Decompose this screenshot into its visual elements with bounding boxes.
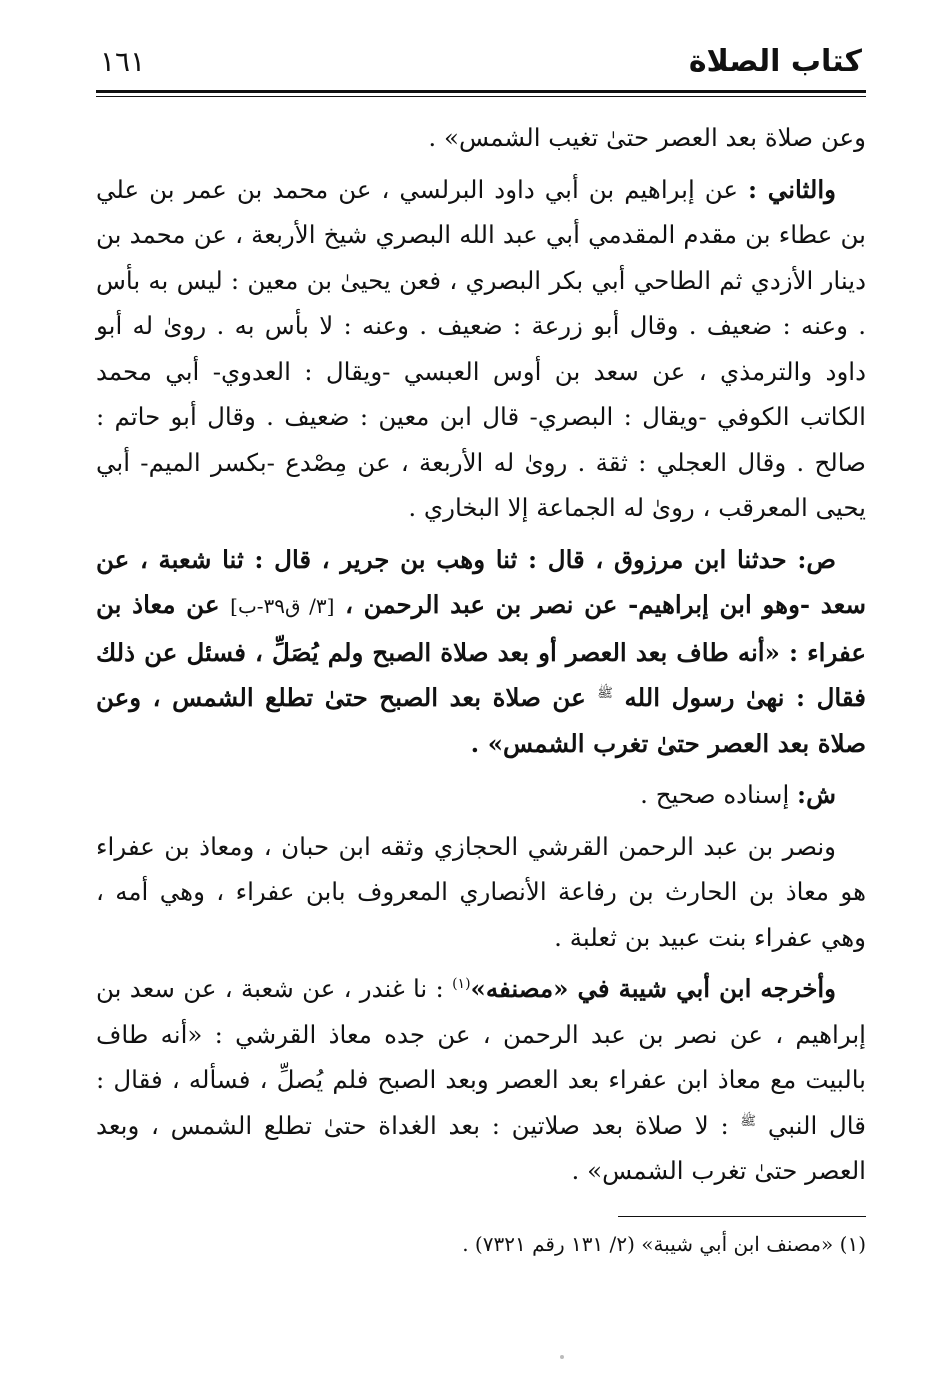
- paragraph-text: : نا غندر ، عن شعبة ، عن سعد بن إبراهيم ، عن نصر بن عبد الرحمن ، عن جده معاذ القرشي : «أنه طاف بالبيت مع معاذ ابن عفراء بعد العصر وبعد الصبح فلم يُصلِّ ، فسأله ، فقال : قال النبي: [96, 974, 866, 1140]
- paragraph-text: عن معاذ بن عفراء : «أنه طاف بعد العصر أو بعد صلاة الصبح ولم يُصَلِّ ، فسئل عن ذلك فقال : نهىٰ رسول الله: [96, 590, 866, 712]
- paragraph-text: وعن صلاة بعد العصر حتىٰ تغيب الشمس» .: [428, 123, 866, 152]
- paragraph-text: إسناده صحيح .: [640, 780, 798, 809]
- footnote-text: «مصنف ابن أبي شيبة» (٢/ ١٣١ رقم ٧٣٢١) .: [462, 1231, 840, 1256]
- page-header: [96, 38, 866, 84]
- paragraph-text: عن إبراهيم بن أبي داود البرلسي ، عن محمد بن عمر بن علي بن عطاء بن مقدم المقدمي أبي عبد الله البصري شيخ الأربعة ، عن محمد بن دينار الأزدي ثم الطاحي أبي بكر البصري ، فعن يحيىٰ بن معين : ليس به بأس . وعنه : ضعيف . وقال أبو زرعة : ضعيف . وعنه : لا بأس به . روىٰ له أبو داود والترمذي ، عن سعد بن أوس العبسي -ويقال : العدوي- أبي محمد الكاتب الكوفي -ويقال : البصري- قال ابن معين : ضعيف . وقال أبو حاتم : صالح . وقال العجلي : ثقة . روىٰ له الأربعة ، عن مِصْدع -بكسر الميم- أبي يحيى المعرقب ، روىٰ له الجماعة إلا البخاري .: [96, 174, 866, 522]
- paragraph-text: : لا صلاة بعد صلاتين : بعد الغداة حتىٰ تطلع الشمس ، وبعد العصر حتىٰ تغرب الشمس» .: [96, 1110, 866, 1185]
- paragraph-lead: والثاني :: [748, 174, 836, 204]
- running-title: كتاب الصلاة: [688, 44, 862, 79]
- footnote: [96, 1229, 866, 1259]
- salla-symbol: ﷺ: [597, 685, 613, 701]
- paragraph-commentary: [96, 772, 866, 818]
- paragraph-lead: وأخرجه ابن أبي شيبة في «مصنفه»: [470, 974, 836, 1003]
- scan-speck: [560, 1355, 564, 1359]
- header-rule: [96, 90, 866, 97]
- paragraph-text: عن صلاة بعد الصبح حتىٰ تطلع الشمس ، وعن صلاة بعد العصر حتىٰ تغرب الشمس» .: [96, 683, 866, 758]
- footnote-separator: [618, 1216, 866, 1217]
- paragraph-lead: ش:: [797, 780, 836, 809]
- paragraph-text: حدثنا ابن مرزوق ، قال : ثنا وهب بن جرير ، قال : ثنا شعبة ، عن سعد -وهو ابن إبراهيم- عن نصر بن عبد الرحمن ،: [96, 544, 866, 619]
- main-text: [96, 115, 866, 1259]
- paragraph-continuation: [96, 115, 866, 161]
- paragraph-lead: ص:: [797, 544, 836, 574]
- manuscript-folio-reference: [٣/ ق٣٩-ب]: [230, 594, 335, 618]
- paragraph-narrators: [96, 824, 866, 961]
- paragraph-second-chain: [96, 167, 866, 531]
- page-number: ١٦١: [100, 45, 146, 78]
- footnote-number: (١): [839, 1231, 866, 1256]
- salla-symbol: ﷺ: [740, 1113, 757, 1129]
- paragraph-hadith-text: [96, 537, 866, 767]
- footnote-marker: (١): [452, 975, 471, 992]
- paragraph-text: ونصر بن عبد الرحمن القرشي الحجازي وثقه ابن حبان ، ومعاذ بن عفراء هو معاذ بن الحارث بن رفاعة الأنصاري المعروف بابن عفراء ، وهي أمه ، وهي عفراء بنت عبيد بن ثعلبة .: [96, 831, 866, 952]
- paragraph-takhrij: [96, 966, 866, 1194]
- book-page: [96, 38, 866, 1341]
